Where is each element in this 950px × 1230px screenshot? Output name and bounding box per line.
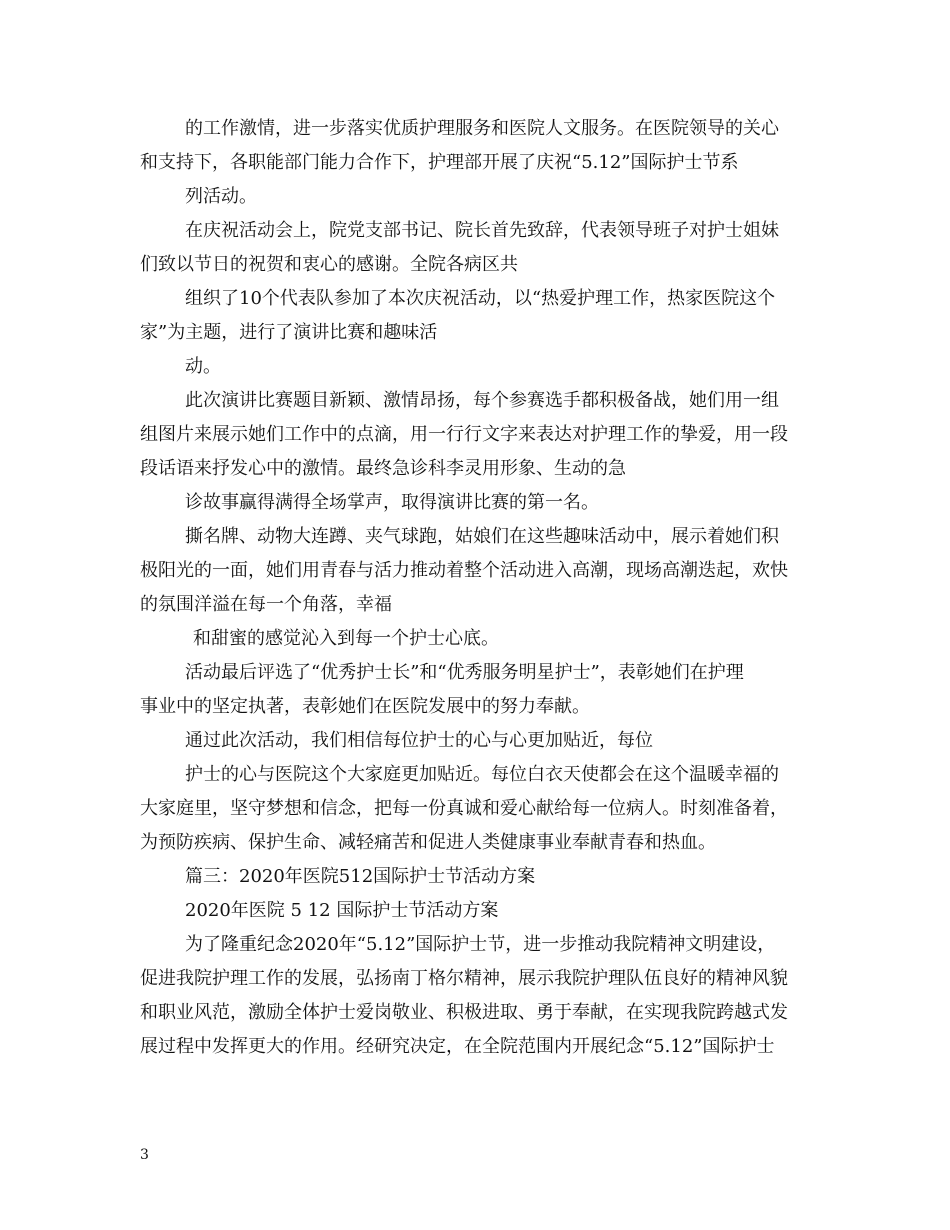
text-line: 展过程中发挥更大的作用。经研究决定，在全院范围内开展纪念“5.12”国际护士 <box>140 1036 775 1057</box>
text-line: 在庆祝活动会上，院党支部书记、院长首先致辞，代表领导班子对护士姐妹 <box>185 220 779 241</box>
text-line: 通过此次活动，我们相信每位护士的心与心更加贴近，每位 <box>185 730 653 751</box>
text-line: 段话语来抒发心中的激情。最终急诊科李灵用形象、生动的急 <box>140 458 626 479</box>
text-line: 2020年医院 5 12 国际护士节活动方案 <box>185 900 499 921</box>
text-line: 大家庭里，坚守梦想和信念，把每一份真诚和爱心献给每一位病人。时刻准备着， <box>140 798 788 819</box>
text-line: 和支持下，各职能部门能力合作下，护理部开展了庆祝“5.12”国际护士节系 <box>140 152 739 173</box>
text-line: 诊故事赢得满得全场掌声，取得演讲比赛的第一名。 <box>185 492 599 513</box>
text-line: 和职业风范，激励全体护士爱岗敬业、积极进取、勇于奉献，在实现我院跨越式发 <box>140 1002 788 1023</box>
text-line: 篇三：2020年医院512国际护士节活动方案 <box>185 866 536 887</box>
text-line: 们致以节日的祝贺和衷心的感谢。全院各病区共 <box>140 254 518 275</box>
text-line: 组图片来展示她们工作中的点滴，用一行行文字来表达对护理工作的挚爱，用一段 <box>140 424 788 445</box>
text-line: 活动最后评选了“优秀护士长”和“优秀服务明星护士”，表彰她们在护理 <box>185 662 744 683</box>
text-line: 极阳光的一面，她们用青春与活力推动着整个活动进入高潮，现场高潮迭起，欢快 <box>140 560 788 581</box>
page-number: 3 <box>140 1147 149 1163</box>
text-line: 的工作激情，进一步落实优质护理服务和医院人文服务。在医院领导的关心 <box>185 118 779 139</box>
text-line: 为预防疾病、保护生命、减轻痛苦和促进人类健康事业奉献青春和热血。 <box>140 832 716 853</box>
text-line: 的氛围洋溢在每一个角落，幸福 <box>140 594 392 615</box>
text-line: 为了隆重纪念2020年“5.12”国际护士节，进一步推动我院精神文明建设， <box>185 934 776 955</box>
text-line: 促进我院护理工作的发展，弘扬南丁格尔精神，展示我院护理队伍良好的精神风貌 <box>140 968 788 989</box>
text-line: 家”为主题，进行了演讲比赛和趣味活 <box>140 322 438 343</box>
text-line: 和甜蜜的感觉沁入到每一个护士心底。 <box>193 628 499 649</box>
text-line: 动。 <box>185 356 221 377</box>
text-line: 列活动。 <box>185 186 257 207</box>
text-line: 此次演讲比赛题目新颖、激情昂扬，每个参赛选手都积极备战，她们用一组 <box>185 390 779 411</box>
text-line: 撕名牌、动物大连蹲、夹气球跑，姑娘们在这些趣味活动中，展示着她们积 <box>185 526 779 547</box>
document-body <box>140 112 810 1064</box>
text-line: 事业中的坚定执著，表彰她们在医院发展中的努力奉献。 <box>140 696 590 717</box>
text-line: 护士的心与医院这个大家庭更加贴近。每位白衣天使都会在这个温暖幸福的 <box>185 764 779 785</box>
text-line: 组织了10个代表队参加了本次庆祝活动，以“热爱护理工作，热家医院这个 <box>185 288 776 309</box>
